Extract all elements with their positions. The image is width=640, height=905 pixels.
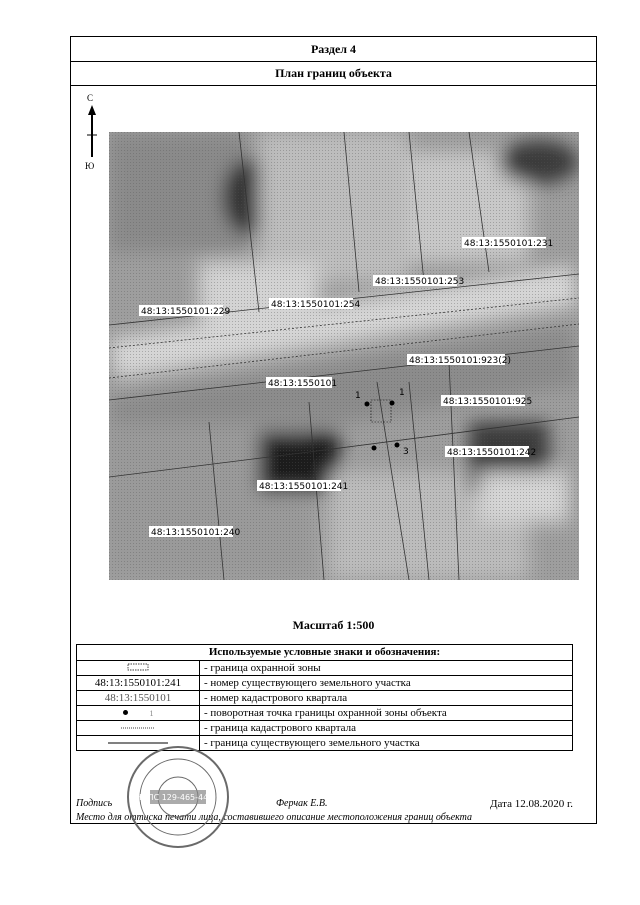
legend-symbol: 48:13:1550101:241 xyxy=(77,676,200,691)
map-label xyxy=(257,480,348,492)
svg-text:48:13:1550101:253: 48:13:1550101:253 xyxy=(375,277,465,287)
map-label xyxy=(149,526,241,538)
compass-north-label: С xyxy=(87,93,94,103)
boundary-point xyxy=(372,446,377,451)
svg-text:48:13:1550101:242: 48:13:1550101:242 xyxy=(447,448,537,458)
point-dot-icon xyxy=(123,710,128,715)
legend-table xyxy=(76,644,573,751)
map-label xyxy=(373,275,464,287)
point-label: 1 xyxy=(399,388,405,398)
compass-south-label: Ю xyxy=(85,161,95,171)
legend-row xyxy=(77,661,573,676)
document-sheet xyxy=(70,36,597,824)
section-title: Раздел 4 xyxy=(71,37,596,62)
legend-header-row xyxy=(77,645,573,661)
legend-desc: - граница существующего земельного участка xyxy=(200,736,573,751)
page-title: План границ объекта xyxy=(71,62,596,86)
svg-text:48:13:1550101:231: 48:13:1550101:231 xyxy=(464,239,554,249)
signer-name: Ферчак Е.В. xyxy=(276,798,328,809)
point-label: 3 xyxy=(403,447,409,457)
map-image xyxy=(109,132,579,580)
legend-desc: - поворотная точка границы охранной зоны объекта xyxy=(200,706,573,721)
map-label xyxy=(441,395,532,407)
compass xyxy=(83,93,103,173)
legend-desc: - граница охранной зоны xyxy=(200,661,573,676)
map-label xyxy=(269,298,361,310)
boundary-point xyxy=(390,401,395,406)
svg-text:48:13:1550101: 48:13:1550101 xyxy=(268,379,338,389)
map-label xyxy=(266,377,337,389)
legend-symbol xyxy=(77,661,200,676)
map-label xyxy=(445,446,536,458)
svg-text:48:13:1550101:923(2): 48:13:1550101:923(2) xyxy=(409,356,512,366)
legend-desc: - граница кадастрового квартала xyxy=(200,721,573,736)
point-label: 1 xyxy=(355,391,361,401)
svg-text:48:13:1550101:229: 48:13:1550101:229 xyxy=(141,307,231,317)
legend-row xyxy=(77,676,573,691)
map-label xyxy=(462,237,553,249)
seal-stamp-icon xyxy=(118,742,238,852)
protection-zone-icon xyxy=(127,663,149,671)
boundary-point xyxy=(365,402,370,407)
north-arrow-icon xyxy=(85,105,99,159)
legend-point-number: 1 xyxy=(149,708,154,718)
legend-row xyxy=(77,721,573,736)
map-label xyxy=(139,305,231,317)
quarter-boundary-icon xyxy=(121,725,155,731)
document-date: Дата 12.08.2020 г. xyxy=(490,798,573,810)
boundary-point xyxy=(395,443,400,448)
legend-desc: - номер существующего земельного участка xyxy=(200,676,573,691)
stamp-place-note: Место для оттиска печати лица, составившего описание местоположения границ объекта xyxy=(76,812,473,823)
svg-text:48:13:1550101:240: 48:13:1550101:240 xyxy=(151,528,241,538)
legend-header: Используемые условные знаки и обозначения: xyxy=(77,645,573,661)
svg-text:СНИЛС 129-465-441 90: СНИЛС 129-465-441 90 xyxy=(129,793,227,802)
cadastral-map xyxy=(109,132,579,580)
svg-text:48:13:1550101:241: 48:13:1550101:241 xyxy=(259,482,349,492)
scale-label: Масштаб 1:500 xyxy=(292,618,375,632)
map-label xyxy=(407,354,511,366)
signature-label: Подпись xyxy=(76,798,113,809)
legend-symbol xyxy=(77,706,200,721)
legend-row xyxy=(77,691,573,706)
legend-symbol: 48:13:1550101 xyxy=(77,691,200,706)
svg-text:48:13:1550101:254: 48:13:1550101:254 xyxy=(271,300,361,310)
legend-row xyxy=(77,706,573,721)
legend-symbol xyxy=(77,721,200,736)
legend-desc: - номер кадастрового квартала xyxy=(200,691,573,706)
svg-text:48:13:1550101:925: 48:13:1550101:925 xyxy=(443,397,533,407)
